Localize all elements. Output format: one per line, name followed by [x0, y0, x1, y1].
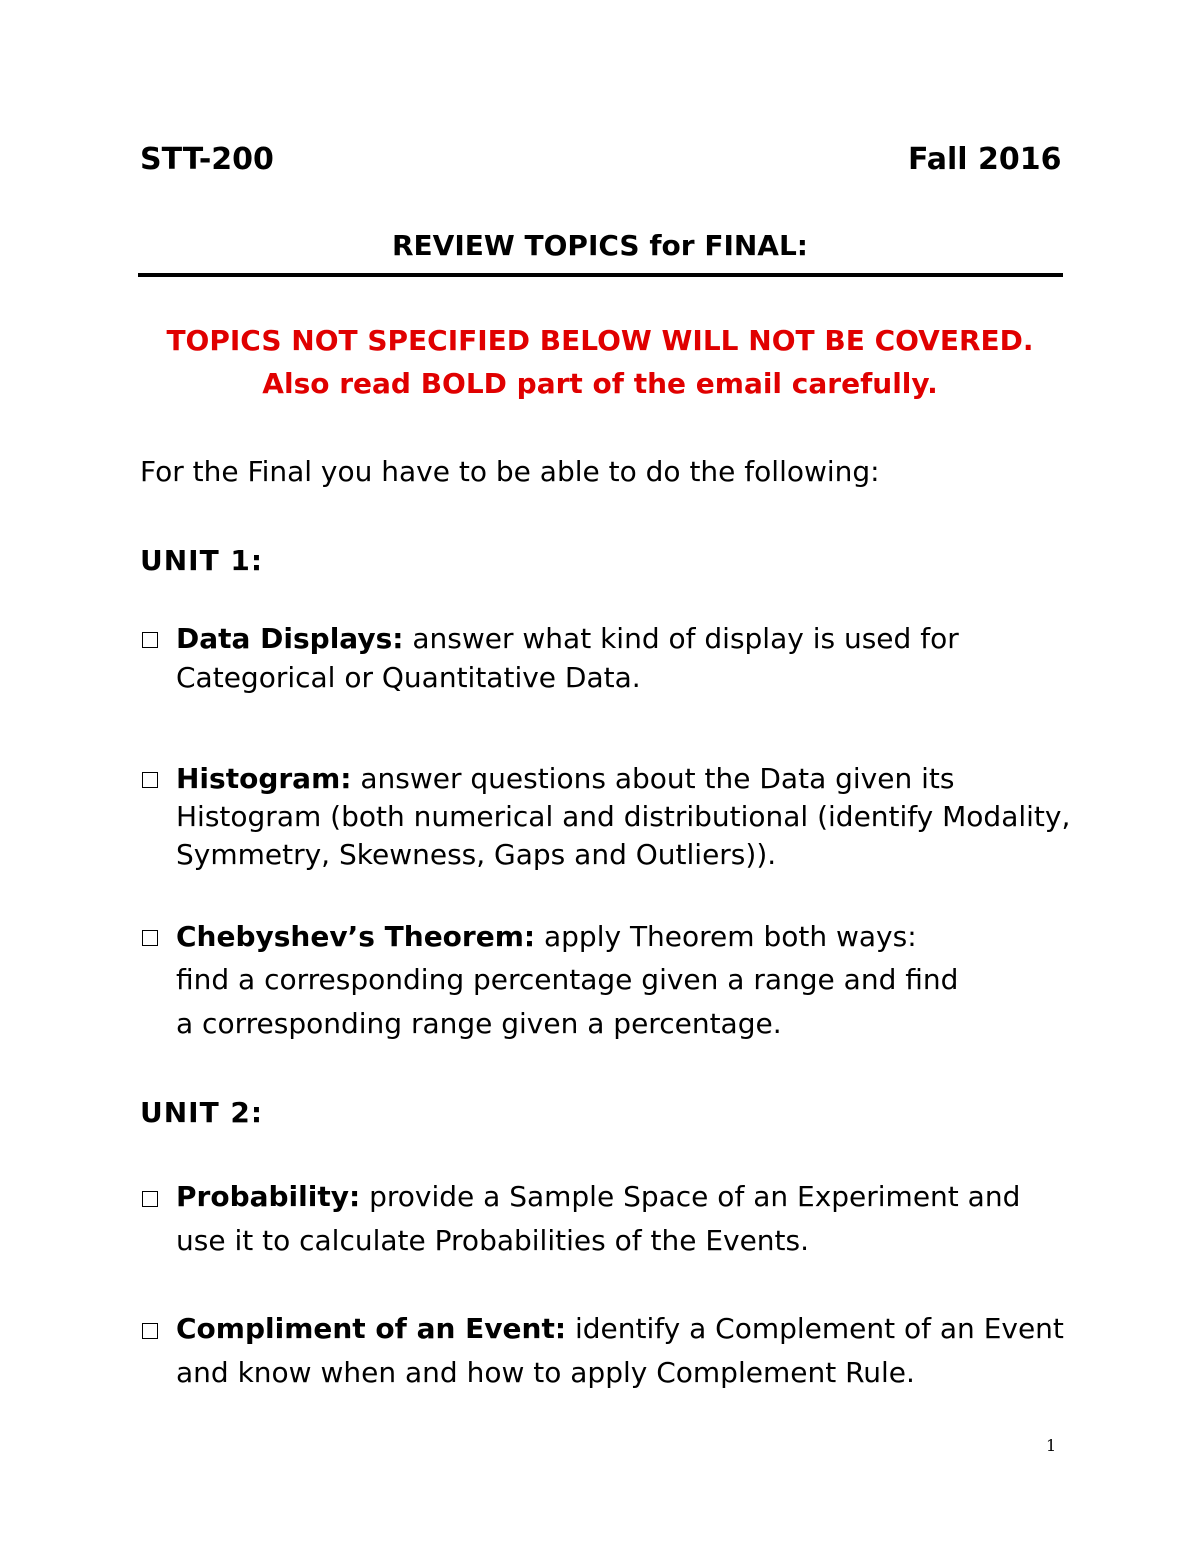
unit-heading: UNIT 2: — [140, 1096, 264, 1129]
item-continuation: Symmetry, Skewness, Gaps and Outliers)). — [176, 838, 777, 871]
item-term: Data Displays: — [176, 622, 404, 655]
item-continuation: use it to calculate Probabilities of the Events. — [176, 1224, 810, 1257]
list-item — [176, 1180, 1020, 1213]
item-term: Probability: — [176, 1180, 361, 1213]
checkbox-icon — [142, 1323, 158, 1339]
checkbox-icon — [142, 1191, 158, 1207]
item-term: Chebyshev’s Theorem: — [176, 920, 536, 953]
item-continuation: and know when and how to apply Complement Rule. — [176, 1356, 915, 1389]
checkbox-icon — [142, 772, 158, 788]
list-item — [176, 1312, 1064, 1345]
item-text: identify a Complement of an Event — [566, 1312, 1064, 1345]
course-code: STT-200 — [140, 142, 274, 177]
notice-line-1: TOPICS NOT SPECIFIED BELOW WILL NOT BE COVERED. — [166, 324, 1034, 357]
item-continuation: Categorical or Quantitative Data. — [176, 661, 641, 694]
term-label: Fall 2016 — [908, 142, 1062, 177]
item-text: answer what kind of display is used for — [403, 622, 959, 655]
item-text: provide a Sample Space of an Experiment and — [360, 1180, 1021, 1213]
item-term: Histogram: — [176, 762, 352, 795]
item-continuation: a corresponding range given a percentage. — [176, 1007, 782, 1040]
page-number: 1 — [1046, 1436, 1057, 1455]
checkbox-icon — [142, 632, 158, 648]
list-item — [176, 622, 959, 655]
notice-line-2: Also read BOLD part of the email carefully. — [262, 367, 938, 400]
item-text: apply Theorem both ways: — [535, 920, 917, 953]
item-continuation: find a corresponding percentage given a range and find — [176, 963, 959, 996]
checkbox-icon — [142, 930, 158, 946]
page-title: REVIEW TOPICS for FINAL: — [391, 229, 809, 262]
list-item — [176, 920, 917, 953]
title-underline — [138, 273, 1063, 277]
unit-heading: UNIT 1: — [140, 544, 264, 577]
list-item — [176, 762, 954, 795]
item-term: Compliment of an Event: — [176, 1312, 567, 1345]
item-text: answer questions about the Data given its — [351, 762, 955, 795]
item-continuation: Histogram (both numerical and distributional (identify Modality, — [176, 800, 1071, 833]
intro-text: For the Final you have to be able to do the following: — [140, 455, 880, 488]
